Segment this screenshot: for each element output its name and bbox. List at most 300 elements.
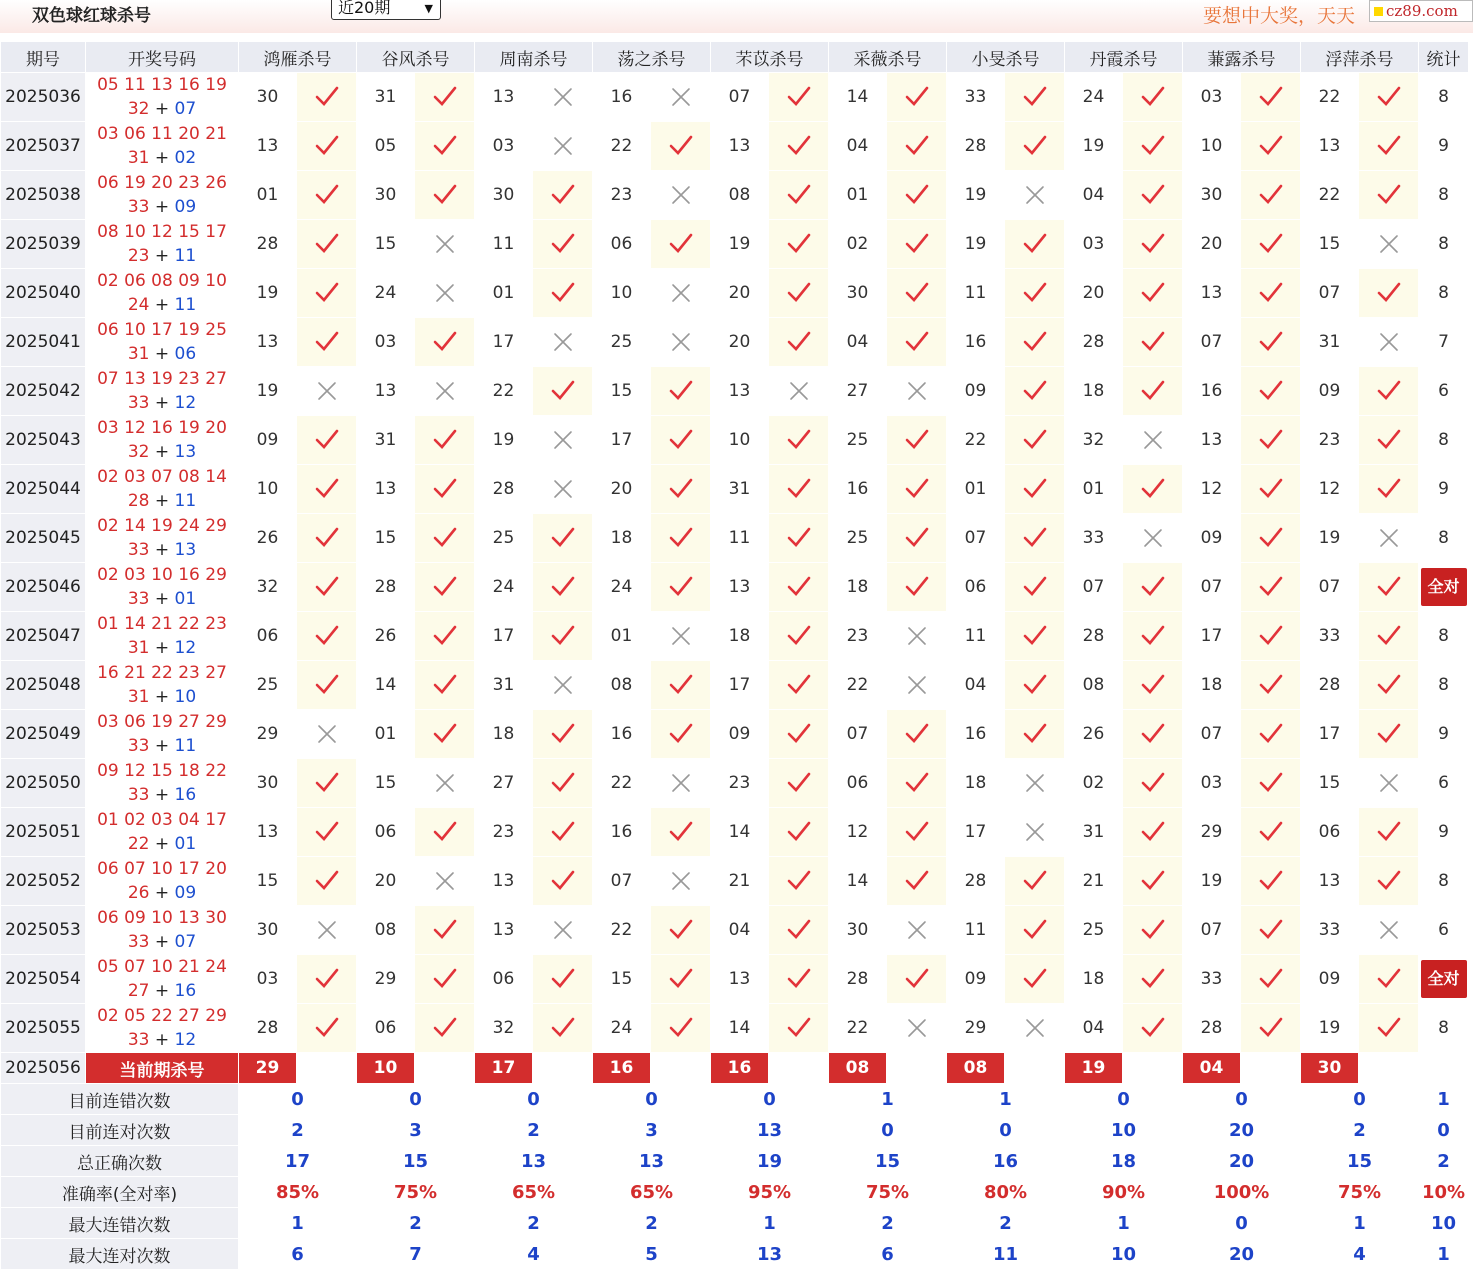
kill-number: 19: [947, 171, 1005, 220]
stat-value: 1: [711, 1208, 829, 1239]
check-icon: [668, 1015, 694, 1041]
table-row: [1, 465, 1469, 514]
draw-line-2: [86, 391, 238, 415]
check-icon: [786, 231, 812, 257]
current-kill-row: [1, 1053, 1469, 1084]
draw-line-2: [86, 832, 238, 856]
check-icon: [432, 427, 458, 453]
issue-number: 2025050: [1, 759, 86, 808]
blue-ball: 01: [174, 834, 197, 854]
correct-count: 8: [1438, 234, 1449, 254]
result-correct: [1123, 759, 1183, 808]
kill-number: 22: [593, 759, 651, 808]
check-icon: [1140, 280, 1166, 306]
result-correct: [1241, 612, 1301, 661]
stat-value: 0: [239, 1084, 357, 1115]
kill-number: 20: [593, 465, 651, 514]
result-wrong: [887, 661, 947, 710]
check-icon: [432, 623, 458, 649]
result-correct: [297, 465, 357, 514]
cross-icon: [668, 329, 694, 355]
result-correct: [533, 1004, 593, 1053]
table-row: [1, 759, 1469, 808]
kill-number: 18: [593, 514, 651, 563]
result-correct: [1123, 563, 1183, 612]
red-ball-6: 27: [127, 981, 150, 1001]
result-wrong: [651, 857, 711, 906]
result-wrong: [1359, 906, 1419, 955]
check-icon: [550, 623, 576, 649]
check-icon: [550, 770, 576, 796]
kill-number: 25: [239, 661, 297, 710]
check-icon: [1258, 770, 1284, 796]
result-correct: [1005, 710, 1065, 759]
kill-number: 03: [357, 318, 415, 367]
check-icon: [786, 574, 812, 600]
result-correct: [533, 367, 593, 416]
table-row: [1, 563, 1469, 612]
red-ball-6: 33: [127, 589, 150, 609]
check-icon: [432, 1015, 458, 1041]
red-ball-6: 23: [127, 246, 150, 266]
check-icon: [668, 231, 694, 257]
row-count: [1419, 955, 1469, 1004]
kill-number: 13: [1301, 857, 1359, 906]
kill-number: 10: [593, 269, 651, 318]
red-balls: 02 06 08 09 10: [97, 271, 227, 291]
kill-number: 14: [711, 808, 769, 857]
check-icon: [1140, 721, 1166, 747]
stat-value: 5: [593, 1239, 711, 1270]
red-ball-6: 33: [127, 736, 150, 756]
current-empty-cell: [1005, 1053, 1065, 1084]
plus-sign: +: [149, 736, 175, 756]
check-icon: [1258, 1015, 1284, 1041]
result-correct: [769, 955, 829, 1004]
result-correct: [887, 710, 947, 759]
cross-icon: [550, 917, 576, 943]
red-balls: 03 12 16 19 20: [97, 418, 227, 438]
check-icon: [786, 329, 812, 355]
check-icon: [1140, 1015, 1166, 1041]
result-wrong: [1359, 514, 1419, 563]
kill-number: 08: [711, 171, 769, 220]
kill-number: 05: [357, 122, 415, 171]
draw-numbers: [86, 563, 239, 612]
issue-number: 2025040: [1, 269, 86, 318]
kill-number: 06: [593, 220, 651, 269]
stat-value: 3: [357, 1115, 475, 1146]
cross-icon: [904, 1015, 930, 1041]
plus-sign: +: [149, 442, 175, 462]
result-correct: [1359, 171, 1419, 220]
kill-number: 15: [239, 857, 297, 906]
check-icon: [550, 966, 576, 992]
kill-number: 26: [239, 514, 297, 563]
result-correct: [533, 220, 593, 269]
result-correct: [1005, 906, 1065, 955]
kill-number: 02: [1065, 759, 1123, 808]
result-correct: [297, 955, 357, 1004]
table-row: [1, 710, 1469, 759]
kill-number: 23: [829, 612, 887, 661]
red-ball-6: 22: [127, 834, 150, 854]
plus-sign: +: [149, 491, 175, 511]
red-balls: 06 10 17 19 25: [97, 320, 227, 340]
row-count: [1419, 318, 1469, 367]
kill-number: 03: [475, 122, 533, 171]
table-row: [1, 661, 1469, 710]
check-icon: [1258, 476, 1284, 502]
kill-number: 21: [1065, 857, 1123, 906]
result-correct: [769, 416, 829, 465]
draw-numbers: [86, 808, 239, 857]
result-correct: [1123, 808, 1183, 857]
kill-number: 02: [829, 220, 887, 269]
kill-number: 15: [357, 514, 415, 563]
check-icon: [1376, 574, 1402, 600]
result-wrong: [415, 857, 475, 906]
draw-line-2: [86, 783, 238, 807]
check-icon: [1376, 672, 1402, 698]
kill-number: 20: [1183, 220, 1241, 269]
check-icon: [1022, 84, 1048, 110]
check-icon: [904, 329, 930, 355]
correct-count: 8: [1438, 626, 1449, 646]
stat-total: 1: [1419, 1239, 1469, 1270]
result-correct: [769, 318, 829, 367]
kill-number: 04: [1065, 1004, 1123, 1053]
plus-sign: +: [149, 344, 175, 364]
kill-number: 08: [357, 906, 415, 955]
result-correct: [297, 661, 357, 710]
result-correct: [1123, 661, 1183, 710]
check-icon: [1140, 672, 1166, 698]
kill-number: 30: [239, 906, 297, 955]
stat-value: 13: [475, 1146, 593, 1177]
kill-number: 11: [475, 220, 533, 269]
correct-count: 9: [1438, 136, 1449, 156]
kill-number: 32: [239, 563, 297, 612]
result-correct: [533, 514, 593, 563]
check-icon: [1376, 84, 1402, 110]
kill-number: 24: [593, 1004, 651, 1053]
result-wrong: [415, 759, 475, 808]
check-icon: [1140, 770, 1166, 796]
issue-number: 2025053: [1, 906, 86, 955]
result-correct: [415, 318, 475, 367]
stat-value: 65%: [593, 1177, 711, 1208]
result-correct: [1359, 1004, 1419, 1053]
plus-sign: +: [149, 589, 175, 609]
check-icon: [1022, 917, 1048, 943]
row-count: [1419, 171, 1469, 220]
check-icon: [1140, 917, 1166, 943]
check-icon: [1376, 819, 1402, 845]
check-icon: [1140, 868, 1166, 894]
check-icon: [1140, 378, 1166, 404]
check-icon: [432, 329, 458, 355]
kill-number: 30: [357, 171, 415, 220]
check-icon: [1140, 574, 1166, 600]
row-count: [1419, 808, 1469, 857]
check-icon: [314, 819, 340, 845]
kill-number: 22: [593, 906, 651, 955]
current-empty-cell: [1241, 1053, 1301, 1084]
red-balls: 05 07 10 21 24: [97, 957, 227, 977]
kill-number: 07: [1065, 563, 1123, 612]
draw-numbers: [86, 416, 239, 465]
result-correct: [415, 73, 475, 122]
plus-sign: +: [149, 785, 175, 805]
result-correct: [887, 955, 947, 1004]
check-icon: [1022, 427, 1048, 453]
result-correct: [297, 318, 357, 367]
check-icon: [904, 427, 930, 453]
issue-number: 2025054: [1, 955, 86, 1004]
result-correct: [297, 1004, 357, 1053]
check-icon: [314, 231, 340, 257]
blue-ball: 12: [174, 1030, 197, 1050]
kill-number: 16: [1183, 367, 1241, 416]
result-correct: [297, 612, 357, 661]
draw-numbers: [86, 857, 239, 906]
correct-count: 9: [1438, 479, 1449, 499]
check-icon: [1140, 182, 1166, 208]
stat-value: 0: [1183, 1084, 1301, 1115]
stat-value: 13: [711, 1239, 829, 1270]
draw-line-2: [86, 97, 238, 121]
cross-icon: [668, 770, 694, 796]
check-icon: [904, 819, 930, 845]
kill-number: 31: [357, 416, 415, 465]
kill-number: 17: [475, 612, 533, 661]
result-correct: [651, 661, 711, 710]
result-correct: [651, 367, 711, 416]
all-correct-badge: 全对: [1421, 568, 1467, 606]
cross-icon: [432, 231, 458, 257]
check-icon: [904, 525, 930, 551]
check-icon: [786, 280, 812, 306]
check-icon: [1022, 329, 1048, 355]
red-ball-6: 31: [127, 344, 150, 364]
result-correct: [1241, 171, 1301, 220]
kill-number: 01: [1065, 465, 1123, 514]
result-correct: [415, 563, 475, 612]
result-correct: [1123, 122, 1183, 171]
result-correct: [415, 514, 475, 563]
result-correct: [1359, 73, 1419, 122]
red-ball-6: 32: [127, 442, 150, 462]
result-correct: [1241, 73, 1301, 122]
result-correct: [533, 759, 593, 808]
result-correct: [297, 808, 357, 857]
check-icon: [1258, 329, 1284, 355]
kill-number: 32: [475, 1004, 533, 1053]
result-correct: [1241, 1004, 1301, 1053]
draw-line-2: [86, 685, 238, 709]
check-icon: [1140, 819, 1166, 845]
red-balls: 03 06 11 20 21: [97, 124, 227, 144]
kill-number: 13: [711, 367, 769, 416]
stat-value: 0: [357, 1084, 475, 1115]
plus-sign: +: [149, 1030, 175, 1050]
plus-sign: +: [149, 883, 175, 903]
stat-value: 95%: [711, 1177, 829, 1208]
stat-value: 0: [711, 1084, 829, 1115]
issue-number: 2025046: [1, 563, 86, 612]
check-icon: [1022, 721, 1048, 747]
result-correct: [1241, 857, 1301, 906]
stat-value: 80%: [947, 1177, 1065, 1208]
kill-number: 19: [1301, 1004, 1359, 1053]
issue-number: 2025051: [1, 808, 86, 857]
check-icon: [904, 84, 930, 110]
check-icon: [1258, 672, 1284, 698]
red-ball-6: 31: [127, 687, 150, 707]
row-count: [1419, 269, 1469, 318]
stat-total: 0: [1419, 1115, 1469, 1146]
result-wrong: [533, 465, 593, 514]
result-correct: [1241, 465, 1301, 514]
correct-count: 9: [1438, 822, 1449, 842]
blue-ball: 01: [174, 589, 197, 609]
kill-number: 29: [947, 1004, 1005, 1053]
check-icon: [1022, 476, 1048, 502]
stat-value: 2: [829, 1208, 947, 1239]
red-ball-6: 33: [127, 540, 150, 560]
issue-number: 2025044: [1, 465, 86, 514]
kill-number: 18: [711, 612, 769, 661]
table-row: [1, 612, 1469, 661]
result-wrong: [533, 906, 593, 955]
kill-number: 22: [947, 416, 1005, 465]
current-kill-label: 当前期杀号: [86, 1053, 239, 1084]
stat-value: 10: [1065, 1239, 1183, 1270]
marquee-text: 要想中大奖，天天: [1203, 5, 1356, 27]
site-logo[interactable]: [1369, 0, 1473, 22]
cross-icon: [1022, 770, 1048, 796]
kill-number: 25: [1065, 906, 1123, 955]
kill-number: 03: [239, 955, 297, 1004]
result-correct: [415, 906, 475, 955]
plus-sign: +: [149, 393, 175, 413]
current-empty-cell: [887, 1053, 947, 1084]
kill-number: 07: [1183, 906, 1241, 955]
red-balls: 03 06 19 27 29: [97, 712, 227, 732]
result-correct: [887, 318, 947, 367]
row-count: [1419, 906, 1469, 955]
cross-icon: [314, 917, 340, 943]
result-correct: [887, 514, 947, 563]
result-correct: [533, 612, 593, 661]
check-icon: [904, 966, 930, 992]
kill-number: 19: [711, 220, 769, 269]
red-ball-6: 33: [127, 393, 150, 413]
kill-number: 04: [1065, 171, 1123, 220]
kill-number: 14: [711, 1004, 769, 1053]
result-correct: [1359, 269, 1419, 318]
stat-row: [1, 1177, 1469, 1208]
draw-line-2: [86, 587, 238, 611]
check-icon: [432, 819, 458, 845]
red-balls: 06 19 20 23 26: [97, 173, 227, 193]
current-empty-cell: [1123, 1053, 1183, 1084]
check-icon: [432, 182, 458, 208]
result-correct: [651, 955, 711, 1004]
check-icon: [904, 231, 930, 257]
check-icon: [314, 427, 340, 453]
result-correct: [415, 122, 475, 171]
result-correct: [415, 955, 475, 1004]
result-wrong: [533, 73, 593, 122]
check-icon: [1258, 280, 1284, 306]
result-correct: [1005, 73, 1065, 122]
col-header-draw: 开奖号码: [86, 42, 239, 73]
chevron-down-icon: ▼: [424, 2, 433, 15]
kill-number: 19: [239, 367, 297, 416]
result-wrong: [1123, 514, 1183, 563]
cross-icon: [1376, 525, 1402, 551]
result-correct: [1123, 269, 1183, 318]
kill-number: 12: [1183, 465, 1241, 514]
kill-number: 15: [1301, 759, 1359, 808]
kill-number: 16: [947, 318, 1005, 367]
kill-number: 14: [357, 661, 415, 710]
kill-number: 09: [1301, 367, 1359, 416]
correct-count: 7: [1438, 332, 1449, 352]
red-balls: 02 05 22 27 29: [97, 1006, 227, 1026]
kill-number: 27: [829, 367, 887, 416]
cross-icon: [314, 721, 340, 747]
result-correct: [1241, 906, 1301, 955]
check-icon: [1376, 427, 1402, 453]
stat-label: 总正确次数: [1, 1146, 239, 1177]
result-correct: [769, 563, 829, 612]
issue-number: 2025038: [1, 171, 86, 220]
result-wrong: [887, 612, 947, 661]
check-icon: [904, 133, 930, 159]
check-icon: [314, 574, 340, 600]
cross-icon: [550, 476, 576, 502]
check-icon: [668, 427, 694, 453]
result-correct: [1005, 661, 1065, 710]
correct-count: 8: [1438, 1018, 1449, 1038]
check-icon: [904, 280, 930, 306]
kill-number: 19: [475, 416, 533, 465]
kill-number: 13: [357, 367, 415, 416]
result-correct: [769, 808, 829, 857]
period-select[interactable]: [331, 0, 441, 20]
kill-number: 22: [1301, 171, 1359, 220]
blue-ball: 11: [174, 295, 197, 315]
kill-number: 30: [475, 171, 533, 220]
correct-count: 8: [1438, 871, 1449, 891]
stat-value: 75%: [357, 1177, 475, 1208]
check-icon: [314, 182, 340, 208]
draw-line-2: [86, 440, 238, 464]
result-correct: [297, 563, 357, 612]
kill-number: 22: [829, 1004, 887, 1053]
check-icon: [786, 182, 812, 208]
cross-icon: [550, 672, 576, 698]
cross-icon: [1376, 329, 1402, 355]
result-wrong: [1005, 808, 1065, 857]
issue-number: 2025036: [1, 73, 86, 122]
kill-number: 07: [947, 514, 1005, 563]
result-correct: [1359, 612, 1419, 661]
check-icon: [668, 574, 694, 600]
